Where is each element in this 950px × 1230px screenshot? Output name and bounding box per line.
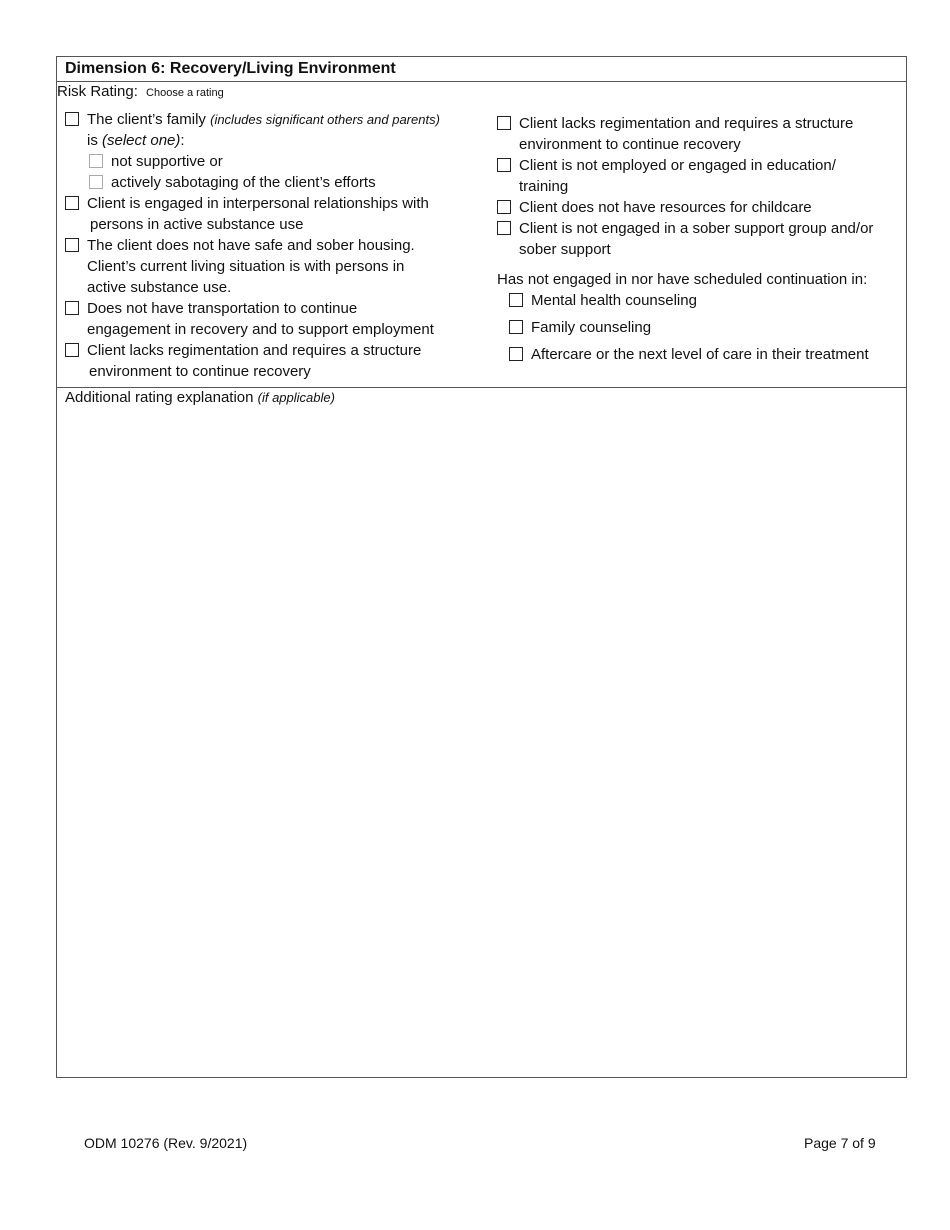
housing-line-3: active substance use. [87,279,232,296]
mental-health-label: Mental health counseling [531,292,697,309]
regimentation-left-line-1: Client lacks regimentation and requires a structure [87,342,422,359]
aftercare-checkbox[interactable] [509,347,523,361]
form-id: ODM 10276 (Rev. 9/2021) [84,1135,248,1151]
family-text: The client’s family [87,111,206,128]
family-is: is [87,132,98,149]
sabotaging-label: actively sabotaging of the client’s efforts [111,174,376,191]
right-column [497,113,902,365]
not-supportive-label: not supportive or [111,153,223,170]
mental-health-checkbox[interactable] [509,293,523,307]
risk-rating-row [57,83,224,100]
regimentation-right-line-1: Client lacks regimentation and requires a structure [519,115,854,132]
interpersonal-item [65,193,485,235]
childcare-checkbox[interactable] [497,200,511,214]
interpersonal-checkbox[interactable] [65,196,79,210]
explanation-note: (if applicable) [257,390,335,405]
left-column [65,109,485,382]
family-counseling-label: Family counseling [531,319,652,336]
spacer [497,260,902,269]
regimentation-left-checkbox[interactable] [65,343,79,357]
employment-line-1: Client is not employed or engaged in education/ [519,157,836,174]
interpersonal-line-1: Client is engaged in interpersonal relationships with [87,195,429,212]
transport-line-2: engagement in recovery and to support employment [87,321,434,338]
family-note: (includes significant others and parents) [210,112,440,127]
regimentation-left-item [65,340,485,382]
family-select: (select one) [102,132,181,149]
options-area [57,81,906,388]
sober-support-line-1: Client is not engaged in a sober support group and/or [519,220,874,237]
sober-support-item [497,218,902,260]
family-counseling-item [497,317,902,338]
risk-rating-dropdown[interactable]: Choose a rating [146,87,224,99]
explanation-label-row [65,389,335,406]
childcare-item [497,197,902,218]
regimentation-right-checkbox[interactable] [497,116,511,130]
housing-line-2: Client’s current living situation is with persons in [87,258,405,275]
transport-checkbox[interactable] [65,301,79,315]
employment-item [497,155,902,197]
sabotaging-item [65,172,485,193]
sober-support-line-2: sober support [519,241,611,258]
regimentation-right-item [497,113,902,155]
childcare-label: Client does not have resources for childcare [519,199,812,216]
continuation-label: Has not engaged in nor have scheduled continuation in: [497,271,868,288]
housing-line-1: The client does not have safe and sober housing. [87,237,415,254]
page-number: Page 7 of 9 [804,1135,876,1151]
sabotaging-checkbox[interactable] [89,175,103,189]
dimension-6-form [56,56,907,1078]
section-title: Dimension 6: Recovery/Living Environment [65,60,396,77]
section-header [57,57,906,82]
regimentation-left-line-2: environment to continue recovery [89,363,311,380]
aftercare-label: Aftercare or the next level of care in their treatment [531,346,869,363]
family-counseling-checkbox[interactable] [509,320,523,334]
risk-rating-label: Risk Rating: [57,83,138,100]
not-supportive-item [65,151,485,172]
employment-line-2: training [519,178,569,195]
explanation-textarea[interactable] [57,409,906,1077]
housing-item [65,235,485,298]
sober-support-checkbox[interactable] [497,221,511,235]
aftercare-item [497,344,902,365]
mental-health-item [497,290,902,311]
interpersonal-line-2: persons in active substance use [90,216,304,233]
explanation-label: Additional rating explanation [65,389,254,406]
housing-checkbox[interactable] [65,238,79,252]
regimentation-right-line-2: environment to continue recovery [519,136,741,153]
employment-checkbox[interactable] [497,158,511,172]
transport-line-1: Does not have transportation to continue [87,300,358,317]
transport-item [65,298,485,340]
family-colon: : [180,132,185,149]
family-item [65,109,485,151]
family-checkbox[interactable] [65,112,79,126]
not-supportive-checkbox[interactable] [89,154,103,168]
